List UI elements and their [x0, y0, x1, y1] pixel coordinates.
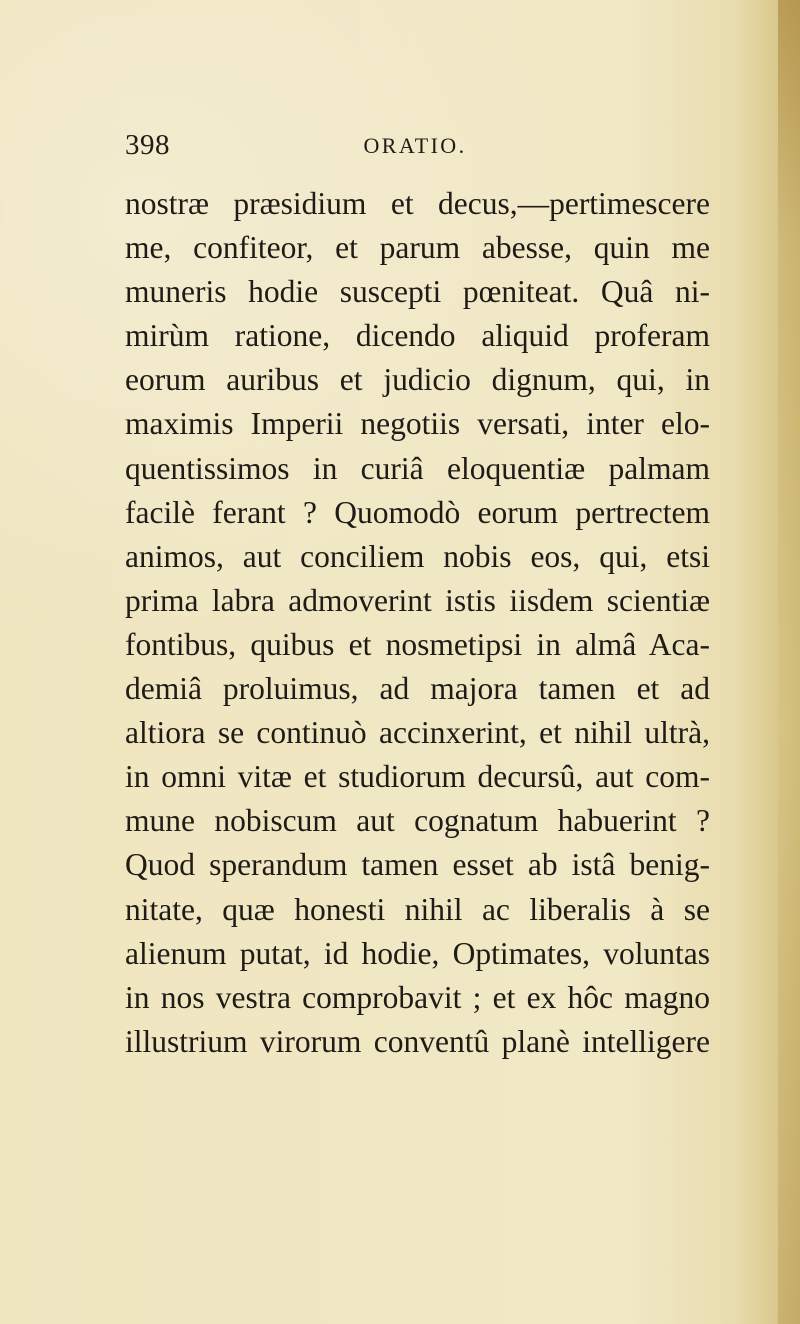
text-line: me, confiteor, et parum abesse, quin me: [125, 230, 710, 266]
text-line: in nos vestra comprobavit ; et ex hôc magno: [125, 979, 710, 1015]
text-line: illustrium virorum conventû planè intelligere: [125, 1023, 710, 1059]
text-line: mirùm ratione, dicendo aliquid proferam: [125, 318, 710, 354]
text-line: nitate, quæ honesti nihil ac liberalis à se: [125, 891, 710, 927]
running-head: ORATIO.: [363, 133, 467, 158]
text-line: mune nobiscum aut cognatum habuerint ?: [125, 803, 710, 839]
text-line: maximis Imperii negotiis versati, inter elo-: [125, 406, 710, 442]
text-line: eorum auribus et judicio dignum, qui, in: [125, 362, 710, 398]
body-text: [125, 182, 710, 1064]
text-line: prima labra admoverint istis iisdem scientiæ: [125, 582, 710, 618]
page-edge-stain: [778, 0, 800, 1324]
text-line: quentissimos in curiâ eloquentiæ palmam: [125, 450, 710, 486]
text-line: facilè ferant ? Quomodò eorum pertrectem: [125, 494, 710, 530]
text-line: nostræ præsidium et decus,—pertimescere: [125, 186, 710, 221]
text-line: fontibus, quibus et nosmetipsi in almâ Aca-: [125, 626, 710, 662]
text-line: demiâ proluimus, ad majora tamen et ad: [125, 671, 710, 707]
text-line: muneris hodie suscepti pœniteat. Quâ ni-: [125, 274, 710, 310]
page-number: 398: [125, 129, 170, 161]
text-line: animos, aut conciliem nobis eos, qui, etsi: [125, 538, 710, 574]
text-line: in omni vitæ et studiorum decursû, aut com-: [125, 759, 710, 795]
text-line: alienum putat, id hodie, Optimates, voluntas: [125, 935, 710, 971]
text-line: Quod sperandum tamen esset ab istâ benig-: [125, 847, 710, 883]
page-header: [125, 128, 705, 164]
text-line: altiora se continuò accinxerint, et nihil ultrà,: [125, 715, 710, 751]
